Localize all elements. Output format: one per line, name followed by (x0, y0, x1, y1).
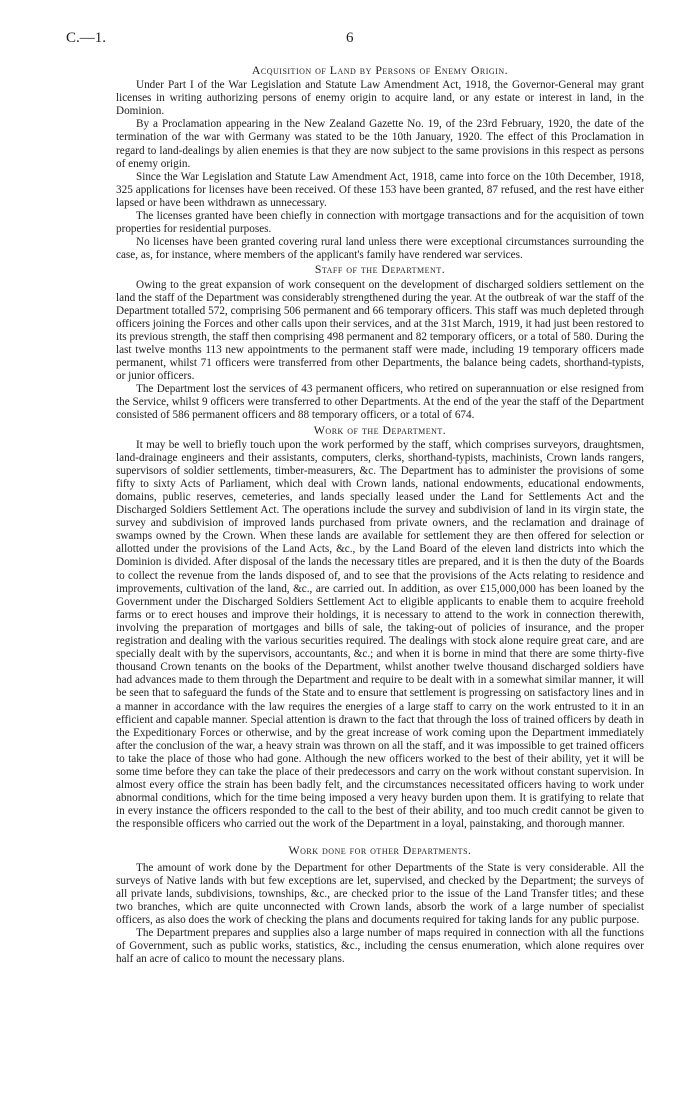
running-head (66, 32, 646, 54)
section-enemy-origin (116, 64, 644, 262)
paragraph: The licenses granted have been chiefly in connection with mortgage transactions and for the acquisition of town properties for residential purposes. (116, 210, 644, 236)
section-other-departments (116, 844, 644, 966)
paragraph: The Department lost the services of 43 permanent officers, who retired on superannuation or else resigned from the Service, whilst 9 officers were transferred to other Departments. At the end of the year the staff of the Department consisted of 586 permanent officers and 88 temporary officers, or a total of 674. (116, 383, 644, 422)
section-heading: Work done for other Departments. (288, 843, 472, 858)
paragraph: Under Part I of the War Legislation and Statute Law Amendment Act, 1918, the Governor-General may grant licenses in writing authorizing persons of enemy origin to acquire land, or any estate or interest in land, in the Dominion. (116, 79, 644, 118)
paragraph: It may be well to briefly touch upon the work performed by the staff, which comprises surveyors, draughtsmen, land-drainage engineers and their assistants, computers, clerks, shorthand-typists, machinists, Crown lands rangers, supervisors of soldier settlements, timber-measurers, &c. The Department has to administer the provisions of some fifty to sixty Acts of Parliament, which deal with Crown lands, national endowments, educational endowments, domains, public reserves, cemeteries, and lands specially leased under the Land for Settlements Act and the Discharged Soldiers Settlement Act. The operations include the survey and subdivision of land in its virgin state, the survey and subdivision of improved lands purchased from private owners, and the reclamation and drainage of swamps owned by the Crown. When these lands are available for settlement they are then offered for selection or allotted under the provisions of the Land Acts, &c., by the Land Board of the eleven land districts into which the Dominion is divided. After disposal of the lands the necessary titles are prepared, and it is then the duty of the Boards to collect the revenue from the lands disposed of, and to see that the provisions of the Acts relating to residence and improvements, cultivation of the land, &c., are carried out. In addition, as over £15,000,000 has been loaned by the Government under the Discharged Soldiers Settlement Act to eligible applicants to enable them to acquire freehold farms or to erect houses and improve their holdings, it is necessary to attend to the work in connection therewith, involving the preparation of mortgages and bills of sale, the taking-out of policies of insurance, and the proper registration and dealing with the various securities required. The dealings with stock alone require great care, and are specially dealt with by the supervisors, accountants, &c.; and when it is borne in mind that there are some thirty-five thousand Crown tenants on the books of the Department, whilst another twelve thousand discharged soldiers have had advances made to them through the Department and require to be dealt with in a somewhat similar manner, it will be seen that to safeguard the funds of the State and to ensure that settlement is progressing on satisfactory lines and in a manner in accordance with the law requires the energies of a large staff to carry on the work entrusted to it in an efficient and capable manner. Special attention is drawn to the fact that through the loss of trained officers by death in the Expeditionary Forces or otherwise, and by the great increase of work coming upon the Department immediately after the conclusion of the war, a heavy strain was thrown on all the staff, and it was impossible to get trained officers to take the place of those who had gone. Although the new officers worked to the best of their ability, yet it will be some time before they can take the place of their predecessors and carry on the work without constant supervision. In almost every office the strain has been badly felt, and the circumstances necessitated officers having to work under abnormal conditions, which for the time being imposed a very heavy burden upon them. It is gratifying to relate that in every instance the officers responded to the call to the best of their ability, and too much credit cannot be given to the responsible officers who carried out the work of the Department in a loyal, painstaking, and thorough manner. (116, 438, 645, 831)
section-staff (116, 263, 644, 422)
paragraph: By a Proclamation appearing in the New Zealand Gazette No. 19, of the 23rd February, 1920, the date of the termination of the war with Germany was stated to be the 10th January, 1920. The effect of this Proclamation in regard to land-dealings by alien enemies is that they are now subject to the same provisions in this respect as persons of enemy origin. (116, 118, 644, 170)
paragraph: The Department prepares and supplies also a large number of maps required in connection with all the functions of Government, such as public works, statistics, &c., including the census enumeration, which alone requires over half an acre of calico to mount the necessary plans. (116, 927, 644, 966)
page-number: 6 (346, 30, 354, 46)
paragraph: No licenses have been granted covering rural land unless there were exceptional circumstances surrounding the case, as, for instance, where members of the applicant's family have rendered war services. (116, 236, 644, 262)
paragraph: Since the War Legislation and Statute Law Amendment Act, 1918, came into force on the 10th December, 1918, 325 applications for licenses have been received. Of these 153 have been granted, 87 refused, and the rest have either lapsed or have been withdrawn as unnecessary. (116, 170, 644, 209)
paragraph: Owing to the great expansion of work consequent on the development of discharged soldiers settlement on the land the staff of the Department was considerably strengthened during the year. At the outbreak of war the staff of the Department totalled 572, comprising 506 permanent and 66 temporary officers. This staff was much depleted through officers joining the Forces and other calls upon their services, and at the 31st March, 1919, it had just been restored to its previous strength, the staff then comprising 498 permanent and 82 temporary officers, or a total of 580. During the last twelve months 113 new appointments to the permanent staff were made, including 19 temporary officers made permanent, whilst 71 officers were transferred from other Departments, the balance being cadets, shorthand-typists, or junior officers. (116, 278, 644, 383)
document-body (116, 64, 644, 966)
section-heading: Staff of the Department. (314, 262, 446, 277)
document-code: C.—1. (66, 30, 107, 46)
section-work (116, 424, 644, 832)
paragraph: The amount of work done by the Department for other Departments of the State is very considerable. All the surveys of Native lands with but few exceptions are let, supervised, and checked by the Department; the surveys of all private lands, subdivisions, townships, &c., are checked prior to the issue of the Land Transfer titles; and these two branches, which are quite unconnected with Crown lands, absorb the work of a large number of specialist officers, as also does the work of checking the plans and documents required for taking lands for any public purpose. (116, 861, 644, 926)
section-heading: Acquisition of Land by Persons of Enemy Origin. (251, 63, 509, 77)
section-heading: Work of the Department. (313, 422, 447, 437)
